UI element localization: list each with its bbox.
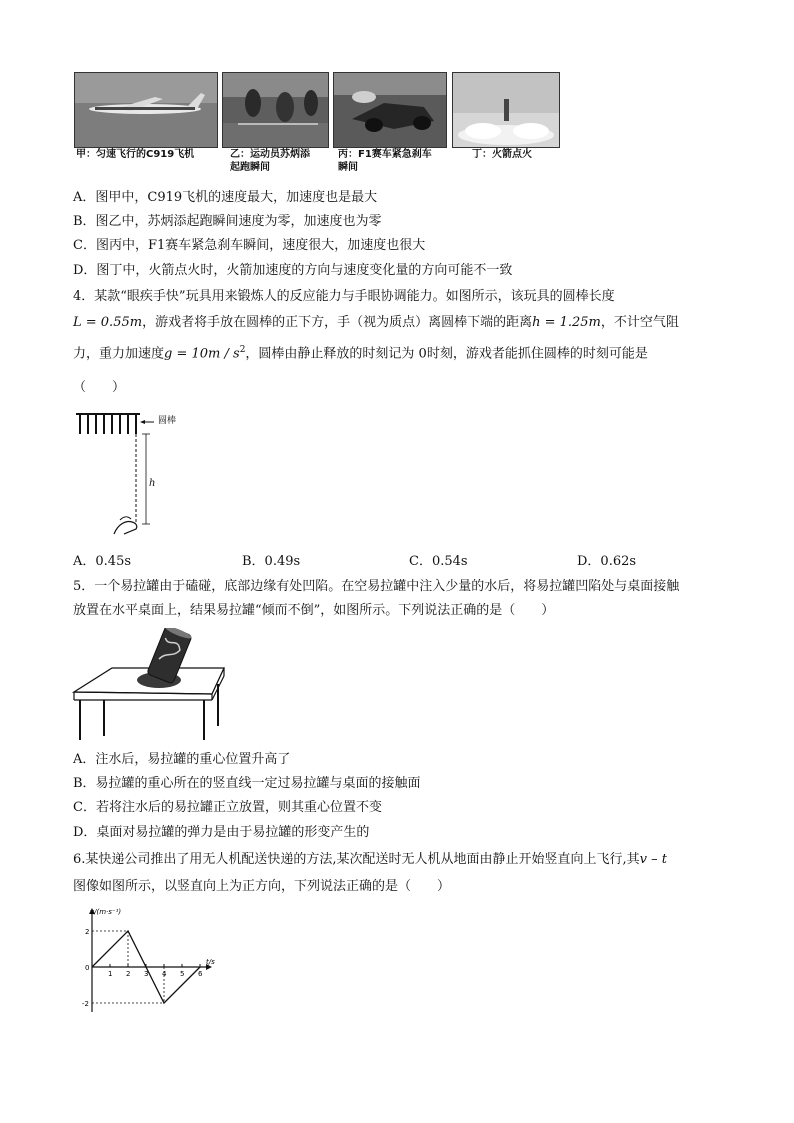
x-tick-label: 5 xyxy=(180,970,185,978)
photo-c919-plane xyxy=(74,72,218,148)
q6-math-vt: v – t xyxy=(639,852,668,867)
q4-option-b: B．0.49s xyxy=(242,554,301,569)
q6-line1-text: 6.某快递公司推出了用无人机配送快递的方法,某次配送时无人机从地面由静止开始竖直向上飞行,其 xyxy=(73,852,640,867)
q4-math-g: g = 10m / s xyxy=(164,346,240,362)
q5-option-a: A．注水后，易拉罐的重心位置升高了 xyxy=(73,752,291,767)
q5-option-c: C．若将注水后的易拉罐正立放置，则其重心位置不变 xyxy=(73,800,382,815)
x-axis-label: t/s xyxy=(206,958,215,966)
x-tick-label: 6 xyxy=(198,970,203,978)
caption-ding: 丁：火箭点火 xyxy=(472,149,532,160)
q4-option-c: C．0.54s xyxy=(409,554,468,569)
caption-bing: 丙：F1赛车紧急刹车 瞬间 xyxy=(338,149,432,173)
q5-stem-line2: 放置在水平桌面上，结果易拉罐“倾而不倒”，如图所示。下列说法正确的是（ ） xyxy=(73,603,555,618)
q3-option-b: B．图乙中，苏炳添起跑瞬间速度为零，加速度也为零 xyxy=(73,214,382,229)
q5-stem-line1: 5．一个易拉罐由于磕碰，底部边缘有处凹陷。在空易拉罐中注入少量的水后，将易拉罐凹陷处与桌面接触 xyxy=(73,579,680,594)
q4-figure-rods xyxy=(74,412,184,537)
q4-option-d: D．0.62s xyxy=(577,554,637,569)
q6-stem-line1 xyxy=(73,850,667,870)
q3-option-a: A．图甲中，C919飞机的速度最大，加速度也是最大 xyxy=(73,190,378,205)
q4-rod-label: 圆棒 xyxy=(158,416,177,426)
q5-option-b: B．易拉罐的重心所在的竖直线一定过易拉罐与桌面的接触面 xyxy=(73,776,421,791)
q4-option-a: A．0.45s xyxy=(73,554,132,569)
q4-line3-text-a: 力，重力加速度 xyxy=(73,346,165,362)
q4-line2-text-b: ，不计空气阻 xyxy=(600,315,679,330)
q3-option-d: D．图丁中，火箭点火时，火箭加速度的方向与速度变化量的方向可能不一致 xyxy=(73,263,513,278)
q4-stem-line2 xyxy=(73,313,679,333)
photo-f1-car-braking xyxy=(333,72,447,148)
q6-stem-line2: 图像如图所示，以竖直向上为正方向，下列说法正确的是（ ） xyxy=(73,879,451,894)
caption-jia: 甲：匀速飞行的C919飞机 xyxy=(76,149,195,160)
y-tick-label: -2 xyxy=(82,1000,89,1008)
q4-h-label: h xyxy=(149,478,156,489)
q4-math-h: h = 1.25m xyxy=(532,315,601,330)
q4-line2-text-a: ，游戏者将手放在圆棒的正下方，手（视为质点）离圆棒下端的距离 xyxy=(142,315,533,330)
y-tick-label: 2 xyxy=(85,928,90,936)
photo-rocket-launch xyxy=(452,72,560,148)
x-tick-label: 1 xyxy=(108,970,113,978)
q5-figure-can-on-table xyxy=(72,628,232,742)
q4-stem-line3: 力，重力加速度$g = 10m / s^2$，圆棒由静止释放的时刻记为 0时刻，游戏者能抓住圆棒的时刻可能是 xyxy=(73,345,648,362)
q4-math-L: L = 0.55m xyxy=(73,315,143,330)
q4-stem-line4: （ ） xyxy=(73,380,126,395)
photo-sprinter-start xyxy=(222,72,329,148)
y-axis-label: v/(m·s⁻¹) xyxy=(90,908,122,916)
vt-graph xyxy=(80,905,230,1017)
x-tick-label: 4 xyxy=(162,970,167,978)
caption-yi: 乙：运动员苏炳添 起跑瞬间 xyxy=(230,149,310,173)
q4-line3-text-b: ，圆棒由静止释放的时刻记为 0时刻，游戏者能抓住圆棒的时刻可能是 xyxy=(245,346,648,362)
y-tick-label: 0 xyxy=(85,964,90,972)
q3-option-c: C．图丙中，F1赛车紧急刹车瞬间，速度很大，加速度也很大 xyxy=(73,238,426,253)
x-tick-label: 3 xyxy=(144,970,149,978)
q5-option-d: D．桌面对易拉罐的弹力是由于易拉罐的形变产生的 xyxy=(73,825,370,840)
q4-stem-line1: 4．某款“眼疾手快”玩具用来锻炼人的反应能力与手眼协调能力。如图所示，该玩具的圆棒长度 xyxy=(73,289,615,304)
x-tick-label: 2 xyxy=(126,970,131,978)
